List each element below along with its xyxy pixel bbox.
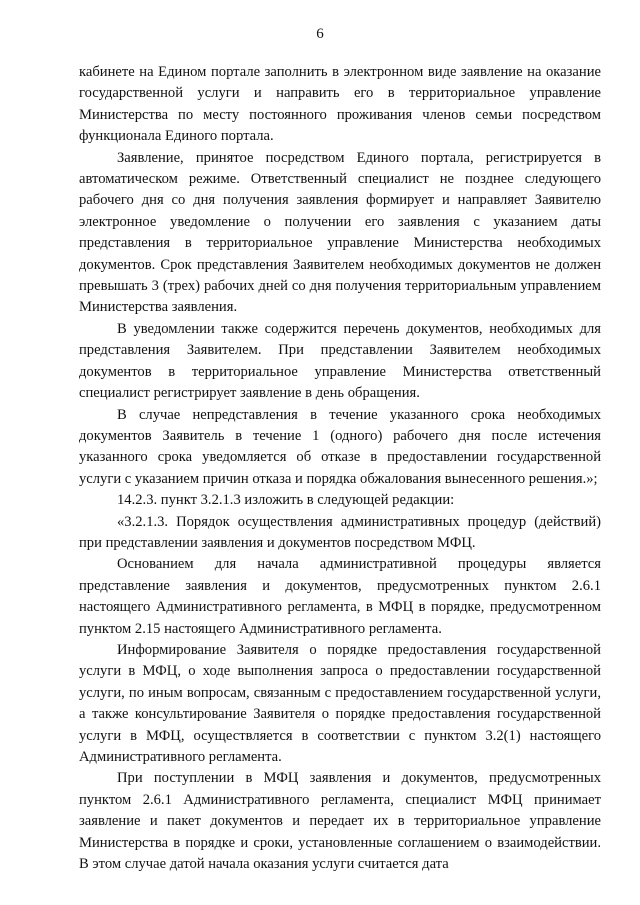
paragraph-section-title: «3.2.1.3. Порядок осуществления административных процедур (действий) при представлении заявления и документов посредством МФЦ. (79, 513, 601, 551)
paragraph-continuation: кабинете на Едином портале заполнить в электронном виде заявление на оказание государственной услуги и направить его в территориальное управление Министерства по месту постоянного проживания членов семьи посредством функционала Единого портала. (79, 64, 601, 145)
paragraph-registration: Заявление, принятое посредством Единого портала, регистрируется в автоматическом режиме. Ответственный специалист не позднее следующего рабочего дня со дня получения заявления формирует и направляет Заявителю электронное уведомление о получении его заявления с указанием даты представления в территориальное управление Министерства необходимых документов. Срок представления Заявителем необходимых документов не должен превышать 3 (трех) рабочих дней со дня получения территориальным управлением Министерства заявления. (79, 149, 601, 316)
page-number: 6 (316, 26, 324, 42)
paragraph-informing: Информирование Заявителя о порядке предоставления государственной услуги в МФЦ, о ходе выполнения запроса о предоставлении государственной услуги, по иным вопросам, связанным с предоставлением государственной услуги, а также консультирование Заявителя о порядке предоставления государственной услуги в МФЦ, осуществляется в соответствии с пунктом 3.2(1) настоящего Административного регламента. (79, 641, 601, 765)
paragraph-grounds: Основанием для начала административной процедуры является представление заявления и документов, предусмотренных пунктом 2.6.1 настоящего Административного регламента, в МФЦ в порядке, предусмотренном пунктом 2.15 настоящего Административного регламента. (79, 556, 601, 637)
paragraph-notification: В уведомлении также содержится перечень документов, необходимых для представления Заявителем. При представлении Заявителем необходимых документов в территориальное управление Министерства ответственный специалист регистрирует заявление в день обращения. (79, 320, 601, 402)
document-body (79, 62, 601, 875)
paragraph-refusal: В случае непредставления в течение указанного срока необходимых документов Заявитель в течение 1 (одного) рабочего дня после истечения указанного срока уведомляется об отказе в предоставлении государственной услуги с указанием причин отказа и порядка обжалования вынесенного решения.»; (79, 406, 601, 487)
paragraph-amendment-heading: 14.2.3. пункт 3.2.1.3 изложить в следующей редакции: (117, 492, 455, 509)
paragraph-mfc-receipt: При поступлении в МФЦ заявления и документов, предусмотренных пунктом 2.6.1 Административного регламента, специалист МФЦ принимает заявление и пакет документов и передает их в территориальное управление Министерства в порядке и сроки, установленные соглашением о взаимодействии. В этом случае датой начала оказания услуги считается дата (79, 770, 601, 873)
